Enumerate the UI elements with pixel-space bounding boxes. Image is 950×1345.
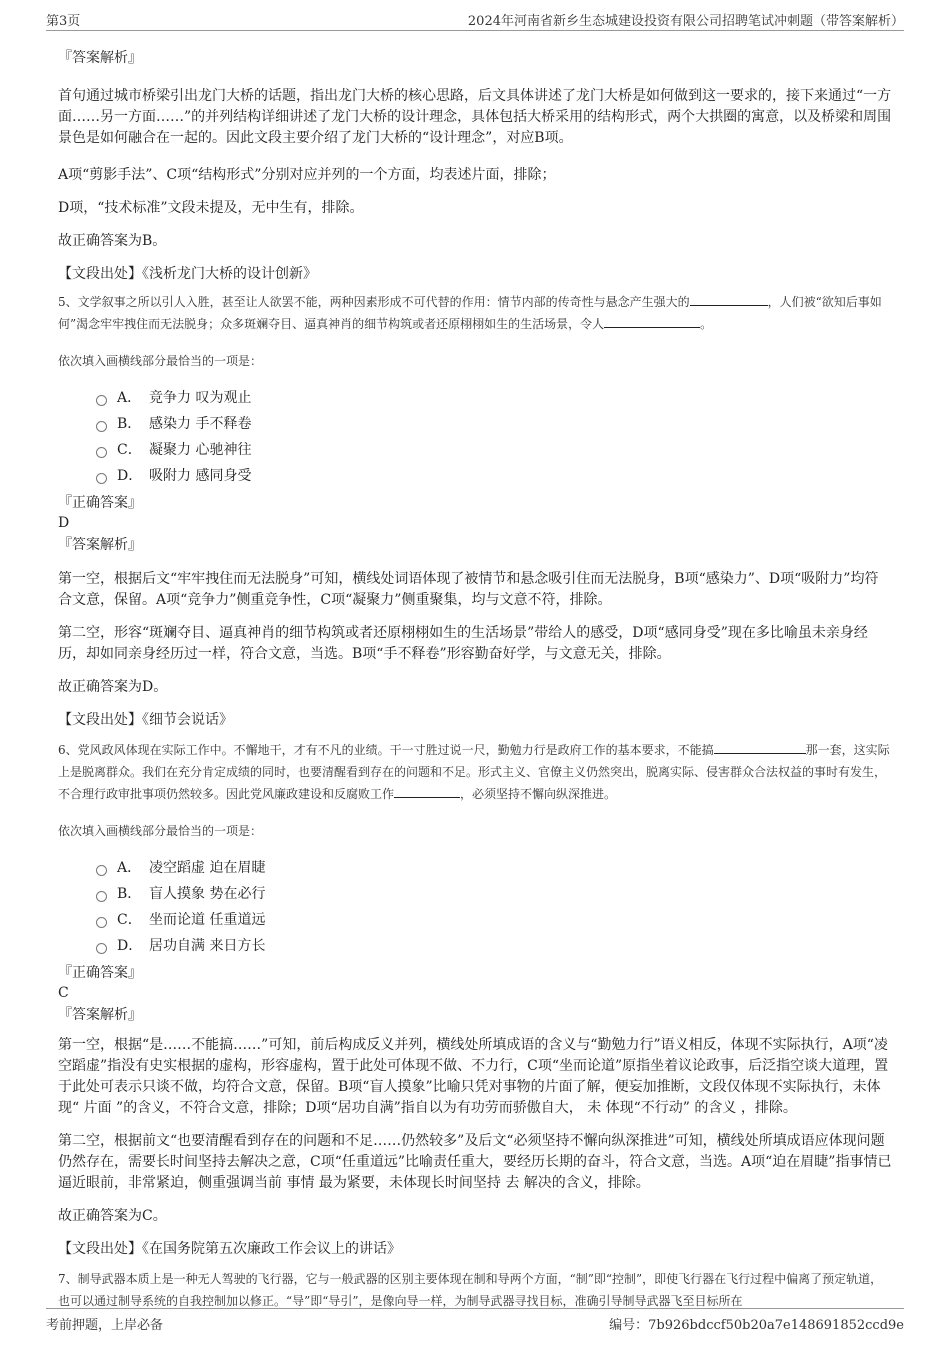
footer-slogan: 考前押题，上岸必备 xyxy=(46,1318,164,1333)
analysis-label: 『答案解析』 xyxy=(58,50,142,66)
analysis-paragraph: 第二空，形容“斑斓夺目、逼真神肖的细节构筑或者还原栩栩如生的生活场景”带给人的感受，D项“感同身受”现在多比喻虽未亲身经历，却如同亲身经历过一样，符合文意，当选。B项“手不释卷”形容勤奋好学，与文意无关，排除。 xyxy=(58,625,868,662)
correct-answer: C xyxy=(58,985,69,1001)
question-6-prompt: 依次填入画横线部分最恰当的一项是： xyxy=(58,824,263,838)
question-5-options xyxy=(96,385,892,489)
correct-answer: D xyxy=(58,515,70,531)
radio-icon[interactable] xyxy=(96,891,107,902)
fill-blank xyxy=(690,291,768,306)
page-header xyxy=(46,8,904,31)
analysis-label: 『答案解析』 xyxy=(58,537,142,553)
document-title: 2024年河南省新乡生态城建设投资有限公司招聘笔试冲刺题（带答案解析） xyxy=(467,14,904,29)
fill-blank xyxy=(604,313,700,328)
document-content xyxy=(58,40,892,1312)
document-id: 编号：7b926bdccf50b20a7e148691852ccd9e xyxy=(609,1318,904,1333)
page-number: 第3页 xyxy=(46,14,81,29)
question-5-prompt: 依次填入画横线部分最恰当的一项是： xyxy=(58,354,263,368)
option-d[interactable]: D． 吸附力 感同身受 xyxy=(96,463,892,489)
question-6-text: 6、党风政风体现在实际工作中。不懈地干，才有不凡的业绩。干一寸胜过说一尺，勤勉力行是政府工作的基本要求，不能搞 那一套，这实际上是脱离群众。我们在充分肯定成绩的同时，也要清醒看到存在的问题和不足。形式主义、官僚主义仍然突出，脱离实际、侵害群众合法权益的事时有发生，不合理行政审批事项仍然较多。因此党风廉政建设和反腐败工作 ，必须坚持不懈向纵深推进。 xyxy=(58,739,892,805)
option-d[interactable]: D． 居功自满 来日方长 xyxy=(96,933,892,959)
answer-conclusion: 故正确答案为D。 xyxy=(58,679,168,695)
option-c[interactable]: C． 凝聚力 心驰神往 xyxy=(96,437,892,463)
option-b[interactable]: B． 感染力 手不释卷 xyxy=(96,411,892,437)
radio-icon[interactable] xyxy=(96,917,107,928)
radio-icon[interactable] xyxy=(96,447,107,458)
source-citation: 【文段出处】《浅析龙门大桥的设计创新》 xyxy=(58,266,317,282)
answer-conclusion: 故正确答案为B。 xyxy=(58,233,167,249)
analysis-paragraph: 第一空，根据“是……不能搞……”可知，前后构成反义并列，横线处所填成语的含义与“勤勉力行”语义相反，体现不实际执行，A项“凌空蹈虚”指没有史实根据的虚构，形容虚构，置于此处可体现不做、不力行，C项“坐而论道”原指坐着议论政事，后泛指空谈大道理，置于此处可表示只谈不做，均符合文意，保留。B项“盲人摸象”比喻只凭对事物的片面了解，便妄加推断，文段仅体现不实际执行，未体现“ 片面 ”的含义，不符合文意，排除；D项“居功自满”指自以为有功劳而骄傲自大， 未 体现“不行动” 的含义 ，排除。 xyxy=(58,1037,889,1116)
question-7-text: 7、制导武器本质上是一种无人驾驶的飞行器，它与一般武器的区别主要体现在制和导两个方面，“制”即“控制”，即使飞行器在飞行过程中偏离了预定轨道，也可以通过制导系统的自我控制加以修正。“导”即“导引”，是像向导一样，为制导武器寻找目标，准确引导制导武器飞至目标所在 xyxy=(58,1272,883,1308)
analysis-paragraph: A项“剪影手法”、C项“结构形式”分别对应并列的一个方面，均表述片面，排除； xyxy=(58,167,556,183)
source-citation: 【文段出处】《在国务院第五次廉政工作会议上的讲话》 xyxy=(58,1241,401,1257)
option-b[interactable]: B． 盲人摸象 势在必行 xyxy=(96,881,892,907)
question-6-options xyxy=(96,855,892,959)
radio-icon[interactable] xyxy=(96,943,107,954)
question-5-text: 5、文学叙事之所以引人入胜，甚至让人欲罢不能，两种因素形成不可代替的作用：情节内部的传奇性与悬念产生强大的 ，人们被“欲知后事如何”渴念牢牢拽住而无法脱身；众多斑斓夺目、逼真神肖的细节构筑或者还原栩栩如生的生活场景，令人 。 xyxy=(58,291,892,335)
analysis-paragraph: D项，“技术标准”文段未提及，无中生有，排除。 xyxy=(58,200,364,216)
analysis-paragraph: 第一空，根据后文“牢牢拽住而无法脱身”可知，横线处词语体现了被情节和悬念吸引住而无法脱身，B项“感染力”、D项“吸附力”均符合文意，保留。A项“竞争力”侧重竞争性，C项“凝聚力”侧重聚集，均与文意不符，排除。 xyxy=(58,571,879,608)
answer-conclusion: 故正确答案为C。 xyxy=(58,1208,167,1224)
option-a[interactable]: A． 竞争力 叹为观止 xyxy=(96,385,892,411)
option-c[interactable]: C． 坐而论道 任重道远 xyxy=(96,907,892,933)
radio-icon[interactable] xyxy=(96,865,107,876)
analysis-paragraph: 第二空，根据前文“也要清醒看到存在的问题和不足……仍然较多”及后文“必须坚持不懈向纵深推进”可知，横线处所填成语应体现问题仍然存在，需要长时间坚持去解决之意，C项“任重道远”比喻责任重大，要经历长期的奋斗，符合文意，当选。A项“迫在眉睫”指事情已逼近眼前，非常紧迫，侧重强调当前 事情 最为紧要，未体现长时间坚持 去 解决的含义，排除。 xyxy=(58,1133,892,1191)
fill-blank xyxy=(394,783,460,798)
analysis-paragraph: 首句通过城市桥梁引出龙门大桥的话题，指出龙门大桥的核心思路，后文具体讲述了龙门大桥是如何做到这一要求的，接下来通过“一方面……另一方面……”的并列结构详细讲述了龙门大桥的设计理念，具体包括大桥采用的结构形式，两个大拱圈的寓意，以及桥梁和周围景色是如何融合在一起的。因此文段主要介绍了龙门大桥的“设计理念”，对应B项。 xyxy=(58,88,892,146)
correct-answer-label: 『正确答案』 xyxy=(58,495,142,511)
radio-icon[interactable] xyxy=(96,421,107,432)
correct-answer-label: 『正确答案』 xyxy=(58,965,142,981)
radio-icon[interactable] xyxy=(96,395,107,406)
analysis-label: 『答案解析』 xyxy=(58,1007,142,1023)
option-a[interactable]: A． 凌空蹈虚 迫在眉睫 xyxy=(96,855,892,881)
fill-blank xyxy=(714,739,806,754)
radio-icon[interactable] xyxy=(96,473,107,484)
source-citation: 【文段出处】《细节会说话》 xyxy=(58,712,233,728)
page-footer xyxy=(46,1308,904,1333)
